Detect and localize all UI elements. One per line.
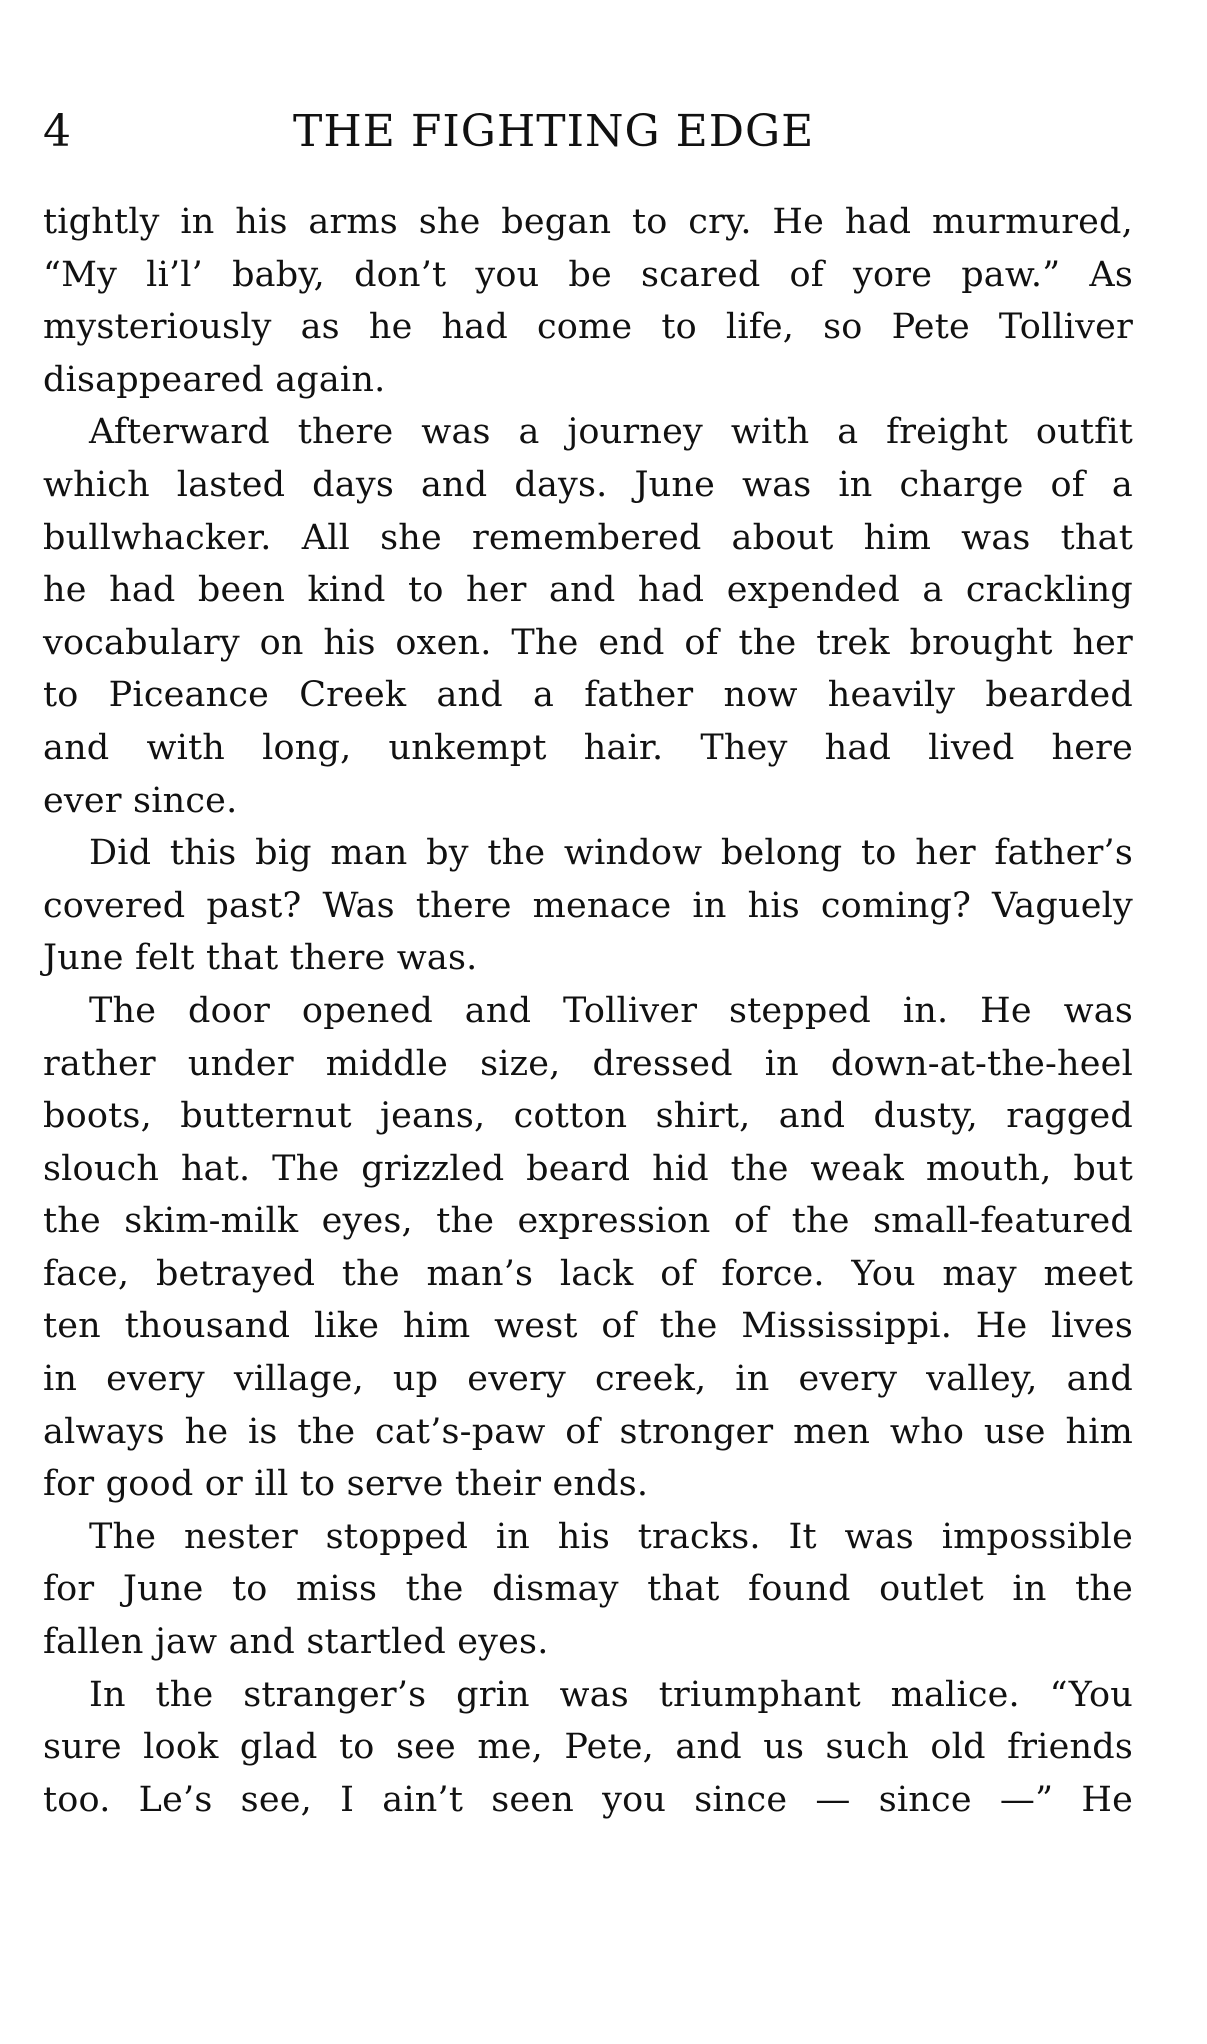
text-line: which lasted days and days. June was in charge of a — [43, 464, 1133, 505]
text-line: for June to miss the dismay that found outlet in the — [43, 1569, 1133, 1610]
text-line: The door opened and Tolliver stepped in. He was — [89, 990, 1133, 1031]
text-line: and with long, unkempt hair. They had lived here — [43, 727, 1133, 768]
text-line: covered past? Was there menace in his coming? Vaguely — [43, 885, 1133, 926]
text-line: too. Le’s see, I ain’t seen you since — since —” He — [43, 1779, 1133, 1820]
text-line: “My li’l’ baby, don’t you be scared of yore paw.” As — [43, 254, 1133, 295]
text-line: slouch hat. The grizzled beard hid the weak mouth, but — [43, 1148, 1133, 1189]
text-line: face, betrayed the man’s lack of force. You may meet — [43, 1253, 1133, 1294]
text-line: vocabulary on his oxen. The end of the trek brought her — [43, 622, 1133, 663]
text-line: June felt that there was. — [43, 938, 478, 979]
page-header — [43, 102, 1137, 162]
body-text — [43, 196, 1133, 1826]
text-line: ten thousand like him west of the Mississippi. He lives — [43, 1306, 1133, 1347]
page-number: 4 — [43, 106, 71, 157]
text-line: he had been kind to her and had expended a crackling — [43, 570, 1133, 611]
text-line: ever since. — [43, 780, 238, 821]
text-line: the skim-milk eyes, the expression of the small-featured — [43, 1201, 1133, 1242]
text-line: Afterward there was a journey with a freight outfit — [89, 412, 1133, 453]
text-line: Did this big man by the window belong to her father’s — [89, 833, 1133, 874]
text-line: always he is the cat’s-paw of stronger men who use him — [43, 1411, 1133, 1452]
text-line: The nester stopped in his tracks. It was impossible — [89, 1516, 1133, 1557]
text-line: fallen jaw and startled eyes. — [43, 1622, 549, 1663]
running-title: THE FIGHTING EDGE — [293, 106, 815, 157]
text-line: mysteriously as he had come to life, so Pete Tolliver — [43, 307, 1133, 348]
text-line: disappeared again. — [43, 359, 386, 400]
text-line: bullwhacker. All she remembered about him was that — [43, 517, 1133, 558]
text-line: sure look glad to see me, Pete, and us such old friends — [43, 1727, 1133, 1768]
text-line: to Piceance Creek and a father now heavily bearded — [43, 675, 1133, 716]
text-line: tightly in his arms she began to cry. He had murmured, — [43, 202, 1133, 242]
text-line: boots, butternut jeans, cotton shirt, and dusty, ragged — [43, 1096, 1133, 1137]
text-line: for good or ill to serve their ends. — [43, 1464, 649, 1505]
text-line: in every village, up every creek, in every valley, and — [43, 1359, 1133, 1400]
text-line: rather under middle size, dressed in down-at-the-heel — [43, 1043, 1133, 1084]
text-line: In the stranger’s grin was triumphant malice. “You — [89, 1674, 1133, 1715]
